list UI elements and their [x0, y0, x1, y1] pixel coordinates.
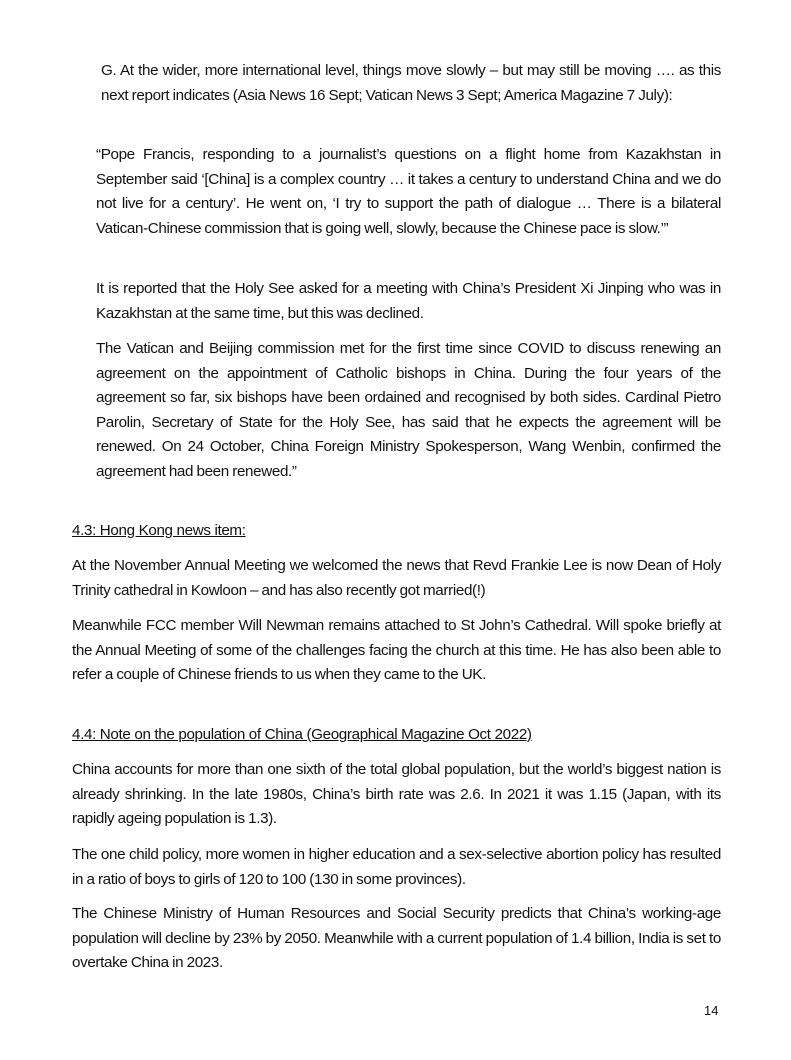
- section-heading-population: 4.4: Note on the population of China (Geographical Magazine Oct 2022): [72, 726, 532, 743]
- quote-paragraph-pope-francis: “Pope Francis, responding to a journalist’s questions on a flight home from Kazakhstan in September said ‘[China] is a complex country … it takes a century to understand China and we do not live for a century’. He went on, ‘I try to support the path of dialogue … There is a bilateral Vatican-Chinese commission that is going well, slowly, because the Chinese pace is slow.’”: [96, 146, 721, 237]
- section-heading-hong-kong: 4.3: Hong Kong news item:: [72, 522, 246, 539]
- hong-kong-paragraph-will-newman: Meanwhile FCC member Will Newman remains attached to St John’s Cathedral. Will spoke briefly at the Annual Meeting of some of the challenges facing the church at this time. He has also been able to refer a couple of Chinese friends to us when they came to the UK.: [72, 617, 721, 684]
- quote-paragraph-holy-see: It is reported that the Holy See asked for a meeting with China’s President Xi Jinping who was in Kazakhstan at the same time, but this was declined.: [96, 280, 721, 322]
- quote-paragraph-commission: The Vatican and Beijing commission met for the first time since COVID to discuss renewing an agreement on the appointment of Catholic bishops in China. During the four years of the agreement so far, six bishops have been ordained and recognised by both sides. Cardinal Pietro Parolin, Secretary of State for the Holy See, has said that he expects the agreement will be renewed. On 24 October, China Foreign Ministry Spokesperson, Wang Wenbin, confirmed the agreement had been renewed.”: [96, 340, 721, 480]
- population-paragraph-workforce: The Chinese Ministry of Human Resources and Social Security predicts that China’s working-age population will decline by 23% by 2050. Meanwhile with a current population of 1.4 billion, India is set to overtake China in 2023.: [72, 905, 721, 972]
- hong-kong-paragraph-frankie-lee: At the November Annual Meeting we welcomed the news that Revd Frankie Lee is now Dean of Holy Trinity cathedral in Kowloon – and has also recently got married(!): [72, 557, 721, 599]
- population-paragraph-ratio: The one child policy, more women in higher education and a sex-selective abortion policy has resulted in a ratio of boys to girls of 120 to 100 (130 in some provinces).: [72, 846, 721, 888]
- section-g-paragraph: G. At the wider, more international level, things move slowly – but may still be moving …. as this next report indicates (Asia News 16 Sept; Vatican News 3 Sept; America Magazine 7 July):: [101, 62, 721, 104]
- page-number: 14: [704, 1003, 719, 1018]
- population-paragraph-birth-rate: China accounts for more than one sixth of the total global population, but the world’s biggest nation is already shrinking. In the late 1980s, China’s birth rate was 2.6. In 2021 it was 1.15 (Japan, with its rapidly ageing population is 1.3).: [72, 761, 721, 828]
